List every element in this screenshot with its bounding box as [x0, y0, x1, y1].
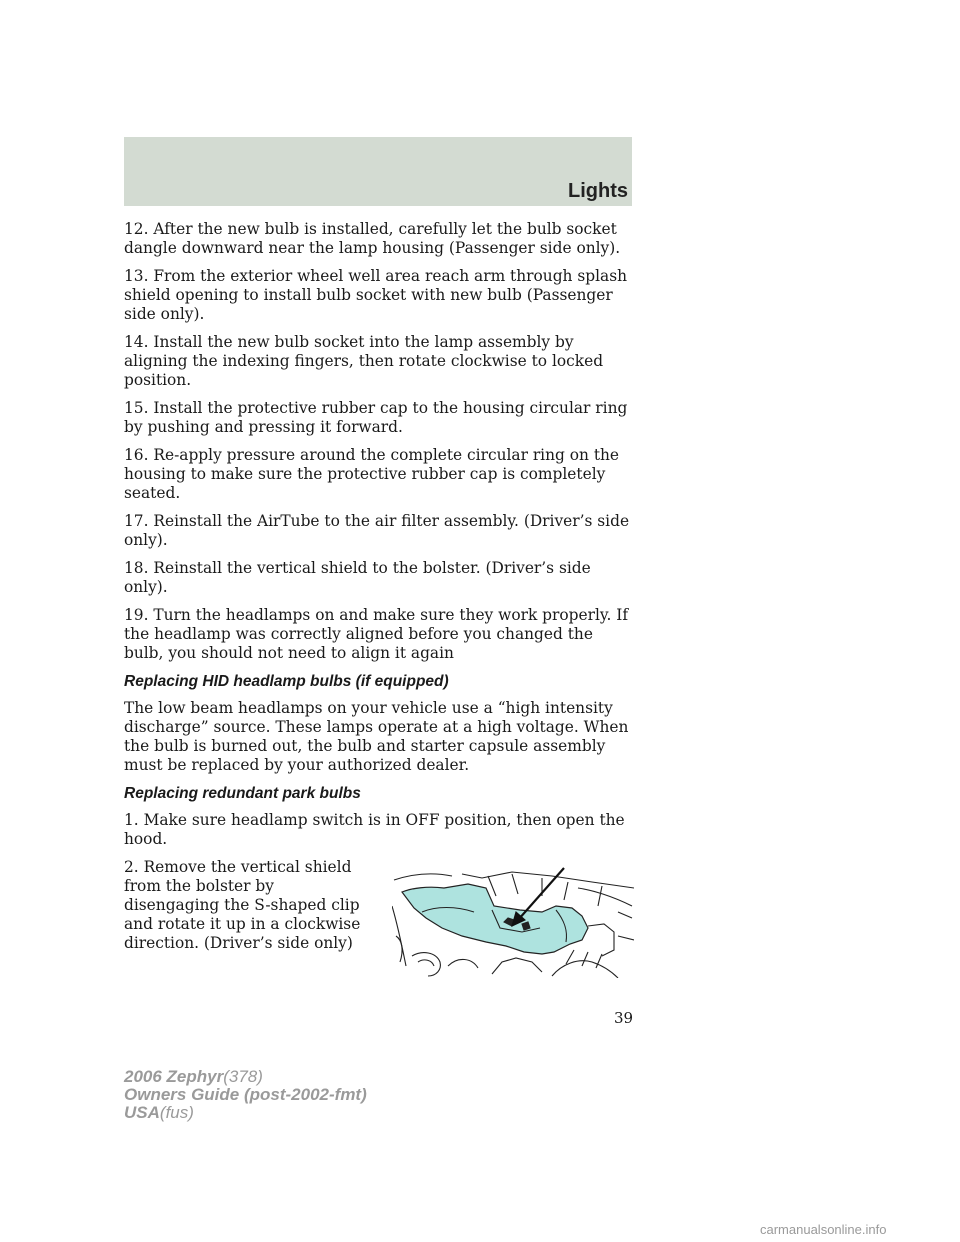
document-footer — [124, 1068, 367, 1122]
footer-market: USA — [124, 1103, 160, 1122]
hid-heading: Replacing HID headlamp bulbs (if equipped) — [124, 673, 449, 690]
park-bulbs-heading: Replacing redundant park bulbs — [124, 785, 361, 802]
step-18: 18. Reinstall the vertical shield to the bolster. (Driver’s side only). — [124, 559, 591, 596]
park-step-2-block — [124, 858, 634, 978]
vertical-shield-illustration — [392, 866, 634, 978]
page-body — [124, 220, 634, 978]
page-number: 39 — [614, 1009, 634, 1027]
footer-model: 2006 Zephyr — [124, 1067, 224, 1086]
step-13: 13. From the exterior wheel well area reach arm through splash shield opening to install bulb socket with new bulb (Passenger side only). — [124, 267, 628, 323]
section-title: Lights — [568, 180, 628, 202]
park-step-2: 2. Remove the vertical shield from the bolster by disengaging the S-shaped clip and rotate it up in a clockwise direction. (Driver’s side only) — [124, 858, 361, 952]
footer-line-3 — [124, 1104, 367, 1122]
footer-guide: Owners Guide (post-2002-fmt) — [124, 1085, 367, 1104]
park-step-1: 1. Make sure headlamp switch is in OFF position, then open the hood. — [124, 811, 625, 848]
step-16: 16. Re-apply pressure around the complete circular ring on the housing to make sure the protective rubber cap is completely seated. — [124, 446, 620, 502]
footer-model-code: (378) — [223, 1067, 263, 1086]
step-19: 19. Turn the headlamps on and make sure they work properly. If the headlamp was correctly aligned before you changed the bulb, you should not need to align it again — [124, 606, 629, 662]
watermark: carmanualsonline.info — [760, 1222, 887, 1237]
footer-line-2 — [124, 1086, 367, 1104]
step-17: 17. Reinstall the AirTube to the air filter assembly. (Driver’s side only). — [124, 512, 630, 549]
hid-text: The low beam headlamps on your vehicle use a “high intensity discharge” source. These lamps operate at a high voltage. When the bulb is burned out, the bulb and starter capsule assembly must be replaced by your authorized dealer. — [124, 699, 629, 774]
section-header-band — [124, 137, 632, 206]
footer-line-1 — [124, 1068, 367, 1086]
step-12: 12. After the new bulb is installed, carefully let the bulb socket dangle downward near the lamp housing (Passenger side only). — [124, 220, 621, 257]
step-14: 14. Install the new bulb socket into the lamp assembly by aligning the indexing fingers, then rotate clockwise to locked position. — [124, 333, 604, 389]
step-15: 15. Install the protective rubber cap to the housing circular ring by pushing and pressing it forward. — [124, 399, 628, 436]
footer-market-code: (fus) — [159, 1103, 194, 1122]
